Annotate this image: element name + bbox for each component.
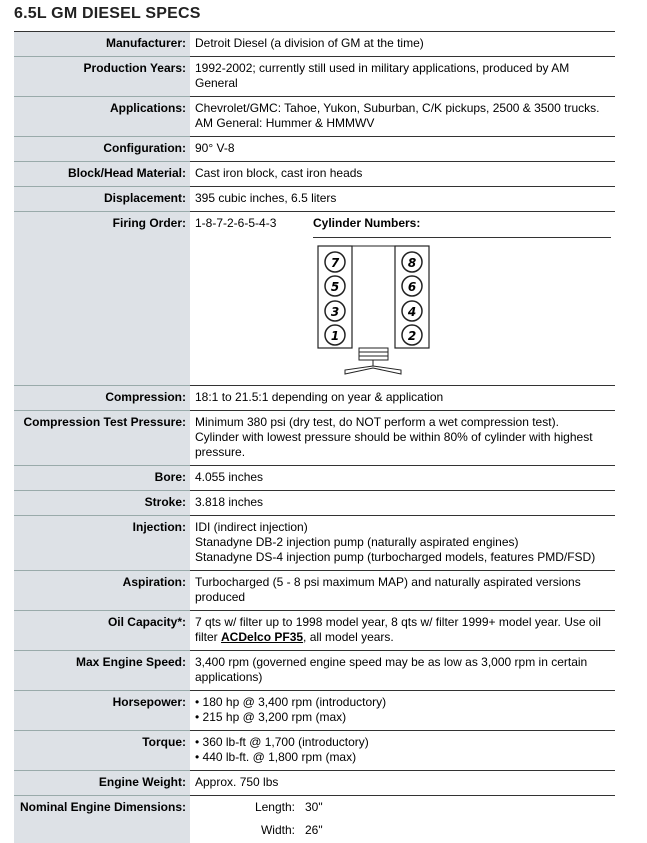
applications-label: Applications: <box>14 97 190 137</box>
compression-test-label: Compression Test Pressure: <box>14 411 190 466</box>
compression-test-value <box>190 411 615 466</box>
firing-order-label: Firing Order: <box>14 212 190 386</box>
compression-test-line: Cylinder with lowest pressure should be within 80% of cylinder with highest pressure. <box>195 430 611 460</box>
table-row <box>14 516 615 571</box>
aspiration-label: Aspiration: <box>14 571 190 611</box>
table-row <box>14 386 615 411</box>
engine-weight-label: Engine Weight: <box>14 771 190 796</box>
table-row <box>14 187 615 212</box>
table-row <box>14 32 615 57</box>
width-label: Width: <box>195 823 305 838</box>
oil-capacity-text: 7 qts w/ filter up to 1998 model year, 8 qts w/ filter 1999+ model year. Use oil filter <box>195 615 601 644</box>
cylinder-number: 7 <box>331 256 340 270</box>
bore-value: 4.055 inches <box>190 466 615 491</box>
table-row <box>14 771 615 796</box>
oil-capacity-text-end: , all model years. <box>303 630 394 644</box>
table-row <box>14 691 615 731</box>
cylinder-number: 3 <box>331 305 339 319</box>
aspiration-value: Turbocharged (5 - 8 psi maximum MAP) and naturally aspirated versions produced <box>190 571 615 611</box>
table-row <box>14 611 615 651</box>
applications-value <box>190 97 615 137</box>
compression-value: 18:1 to 21.5:1 depending on year & application <box>190 386 615 411</box>
horsepower-label: Horsepower: <box>14 691 190 731</box>
injection-value <box>190 516 615 571</box>
production-years-label: Production Years: <box>14 57 190 97</box>
table-row <box>14 466 615 491</box>
configuration-label: Configuration: <box>14 137 190 162</box>
table-row <box>14 411 615 466</box>
table-row <box>14 571 615 611</box>
max-engine-speed-label: Max Engine Speed: <box>14 651 190 691</box>
firing-order-text: 1-8-7-2-6-5-4-3 <box>195 216 313 380</box>
table-row <box>14 796 615 843</box>
compression-label: Compression: <box>14 386 190 411</box>
manufacturer-value: Detroit Diesel (a division of GM at the time) <box>190 32 615 57</box>
injection-line: Stanadyne DS-4 injection pump (turbocharged models, features PMD/FSD) <box>195 550 611 565</box>
table-row <box>14 57 615 97</box>
cylinder-number: 1 <box>331 329 339 343</box>
manufacturer-label: Manufacturer: <box>14 32 190 57</box>
horsepower-line: • 215 hp @ 3,200 rpm (max) <box>195 710 611 725</box>
injection-line: Stanadyne DB-2 injection pump (naturally aspirated engines) <box>195 535 611 550</box>
stroke-label: Stroke: <box>14 491 190 516</box>
cylinder-number: 5 <box>331 280 339 294</box>
max-engine-speed-value: 3,400 rpm (governed engine speed may be as low as 3,000 rpm in certain applications) <box>190 651 615 691</box>
cylinder-number: 6 <box>408 280 416 294</box>
table-row <box>14 731 615 771</box>
table-row <box>14 491 615 516</box>
configuration-value: 90° V-8 <box>190 137 615 162</box>
engine-diagram <box>313 244 443 376</box>
production-years-value: 1992-2002; currently still used in military applications, produced by AM General <box>190 57 615 97</box>
displacement-label: Displacement: <box>14 187 190 212</box>
acdelco-pf35-link[interactable]: ACDelco PF35 <box>221 630 303 644</box>
horsepower-line: • 180 hp @ 3,400 rpm (introductory) <box>195 695 611 710</box>
applications-line: Chevrolet/GMC: Tahoe, Yukon, Suburban, C/K pickups, 2500 & 3500 trucks. <box>195 101 611 116</box>
table-row <box>14 137 615 162</box>
engine-weight-value: Approx. 750 lbs <box>190 771 615 796</box>
stroke-value: 3.818 inches <box>190 491 615 516</box>
specs-table <box>14 31 615 843</box>
cylinder-number: 8 <box>408 256 416 270</box>
torque-label: Torque: <box>14 731 190 771</box>
cylinder-numbers-heading: Cylinder Numbers: <box>313 216 611 238</box>
injection-line: IDI (indirect injection) <box>195 520 611 535</box>
displacement-value: 395 cubic inches, 6.5 liters <box>190 187 615 212</box>
bore-label: Bore: <box>14 466 190 491</box>
cylinder-number: 2 <box>408 329 416 343</box>
page-title: 6.5L GM DIESEL SPECS <box>14 5 201 23</box>
engine-dimensions-value <box>190 796 615 843</box>
torque-line: • 360 lb-ft @ 1,700 (introductory) <box>195 735 611 750</box>
engine-dimensions-label: Nominal Engine Dimensions: <box>14 796 190 843</box>
table-row <box>14 651 615 691</box>
compression-test-line: Minimum 380 psi (dry test, do NOT perform a wet compression test). <box>195 415 611 430</box>
cylinder-number: 4 <box>407 305 416 319</box>
table-row <box>14 97 615 137</box>
torque-line: • 440 lb-ft. @ 1,800 rpm (max) <box>195 750 611 765</box>
horsepower-value <box>190 691 615 731</box>
table-row <box>14 162 615 187</box>
length-label: Length: <box>195 800 305 815</box>
oil-capacity-value <box>190 611 615 651</box>
block-head-label: Block/Head Material: <box>14 162 190 187</box>
torque-value <box>190 731 615 771</box>
block-head-value: Cast iron block, cast iron heads <box>190 162 615 187</box>
firing-order-value <box>190 212 615 386</box>
cylinder-numbers <box>313 216 611 380</box>
width-value: 26" <box>305 823 611 838</box>
table-row <box>14 212 615 386</box>
injection-label: Injection: <box>14 516 190 571</box>
applications-line: AM General: Hummer & HMMWV <box>195 116 611 131</box>
length-value: 30" <box>305 800 611 815</box>
oil-capacity-label: Oil Capacity*: <box>14 611 190 651</box>
